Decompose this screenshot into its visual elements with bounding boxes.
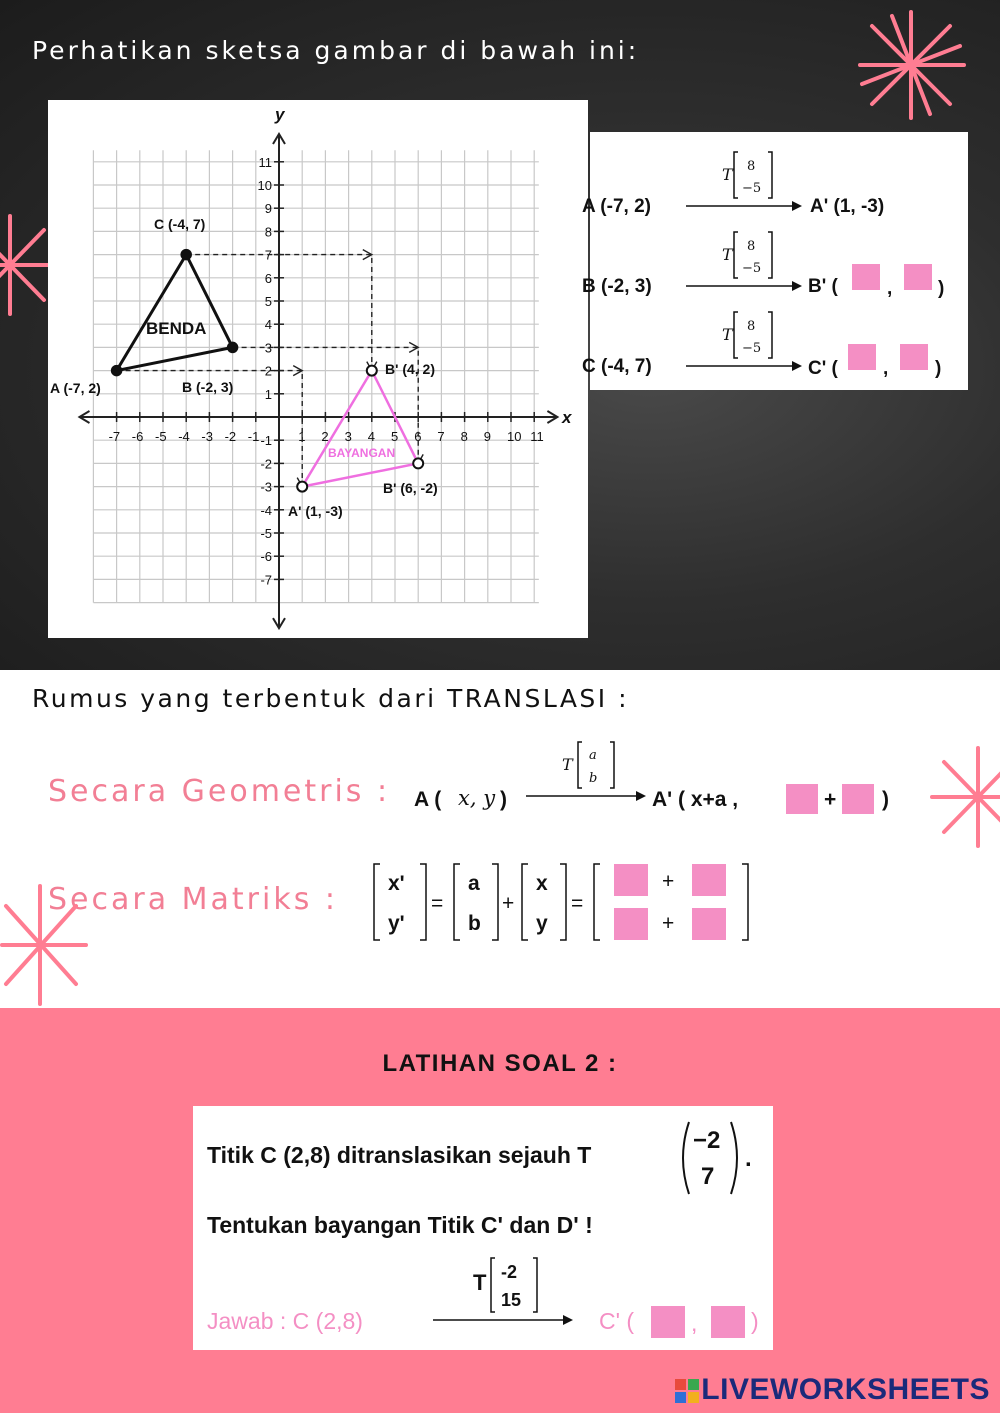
x-tick-label: 11 bbox=[530, 429, 544, 444]
result-point-C: C' ( bbox=[808, 358, 838, 379]
bayangan-vertex-point bbox=[297, 482, 307, 492]
y-tick-label: 3 bbox=[264, 340, 272, 356]
sparkle-decoration-right bbox=[926, 742, 1000, 852]
sparkle-decoration-top-right bbox=[852, 6, 970, 124]
svg-text:b: b bbox=[589, 771, 598, 786]
svg-text:−5: −5 bbox=[742, 261, 762, 276]
intro-text: Perhatikan sketsa gambar di bawah ini: bbox=[32, 36, 640, 65]
x-tick-label: -5 bbox=[155, 429, 167, 444]
y-tick-label: 10 bbox=[257, 178, 272, 193]
x-tick-label: 1 bbox=[298, 429, 306, 444]
mat-lhs-top: x' bbox=[388, 872, 405, 895]
y-tick-label: 4 bbox=[264, 317, 272, 333]
point-label-B-image: B' (6, -2) bbox=[383, 480, 438, 496]
geo-point-close: ) bbox=[500, 788, 507, 811]
graph-axes bbox=[79, 105, 573, 628]
geo-result-close: ) bbox=[882, 788, 889, 811]
svg-text:T: T bbox=[473, 1270, 487, 1295]
geometris-expression bbox=[412, 740, 912, 820]
svg-text:T: T bbox=[722, 325, 733, 344]
result-point-A: A' (1, -3) bbox=[810, 196, 885, 217]
svg-text:8: 8 bbox=[747, 319, 756, 334]
mat-plus-1: + bbox=[502, 892, 515, 915]
geo-translation-arrow bbox=[522, 740, 652, 812]
x-tick-label: 5 bbox=[391, 429, 399, 444]
answer-blank-x[interactable] bbox=[651, 1306, 685, 1338]
translation-row-A bbox=[582, 148, 968, 217]
geo-point-xy: x, y bbox=[458, 786, 496, 810]
point-label-A: A (-7, 2) bbox=[50, 380, 101, 396]
x-axis-label: x bbox=[562, 408, 572, 427]
geo-blank-1[interactable] bbox=[786, 784, 818, 814]
source-point-A: A (-7, 2) bbox=[582, 196, 651, 217]
x-tick-label: 2 bbox=[321, 429, 329, 444]
translation-arrow-C bbox=[684, 308, 810, 380]
svg-text:−2: −2 bbox=[693, 1127, 721, 1154]
svg-text:−5: −5 bbox=[742, 341, 762, 356]
x-tick-label: 7 bbox=[437, 429, 445, 444]
translation-row-C bbox=[582, 308, 968, 379]
x-tick-label: -6 bbox=[131, 429, 144, 444]
mat-blank-top-right[interactable] bbox=[692, 864, 726, 896]
x-tick-label: 9 bbox=[483, 429, 492, 444]
close-C: ) bbox=[935, 358, 942, 379]
geo-point-open: A ( bbox=[414, 788, 442, 811]
svg-text:8: 8 bbox=[747, 239, 756, 254]
answer-result-open: C' ( bbox=[599, 1308, 635, 1334]
y-tick-label: -2 bbox=[260, 456, 272, 472]
result-point-B: B' ( bbox=[808, 276, 838, 297]
x-tick-label: 6 bbox=[414, 429, 422, 444]
answer-blank-y[interactable] bbox=[711, 1306, 745, 1338]
answer-translation-arrow bbox=[429, 1254, 579, 1336]
x-tick-label: -3 bbox=[201, 429, 213, 444]
y-tick-label: 5 bbox=[264, 294, 272, 309]
translation-arrow-A bbox=[684, 148, 810, 220]
translation-arrow-B bbox=[684, 228, 810, 300]
svg-text:T: T bbox=[722, 245, 733, 264]
svg-text:T: T bbox=[562, 755, 573, 774]
y-tick-label: -1 bbox=[260, 433, 272, 449]
answer-close: ) bbox=[751, 1308, 759, 1334]
y-tick-label: 6 bbox=[264, 270, 272, 286]
bayangan-triangle bbox=[302, 371, 418, 487]
x-tick-label: 4 bbox=[367, 429, 376, 444]
y-axis-label: y bbox=[275, 105, 285, 125]
bayangan-label: BAYANGAN bbox=[328, 446, 396, 460]
x-tick-label: 8 bbox=[460, 429, 468, 444]
close-B: ) bbox=[938, 278, 945, 299]
comma-C: , bbox=[883, 358, 889, 379]
x-tick-label: -2 bbox=[224, 429, 237, 444]
mat-eq-1: = bbox=[431, 892, 444, 915]
point-label-B: B (-2, 3) bbox=[182, 379, 234, 395]
geo-plus: + bbox=[824, 788, 837, 811]
y-tick-label: 1 bbox=[264, 386, 272, 402]
svg-text:−5: −5 bbox=[742, 181, 762, 196]
mat-ab-top: a bbox=[468, 872, 480, 895]
translation-row-B bbox=[582, 228, 968, 299]
exercise-line-1: Titik C (2,8) ditranslasikan sejauh T bbox=[207, 1142, 592, 1168]
answer-blank-B-x[interactable] bbox=[852, 264, 880, 290]
coordinate-graph bbox=[48, 100, 588, 638]
answer-label: Jawab : C (2,8) bbox=[207, 1308, 363, 1334]
y-tick-label: 11 bbox=[258, 154, 272, 170]
x-tick-label: -4 bbox=[178, 429, 190, 444]
mat-plus-top: + bbox=[662, 870, 675, 893]
mat-lhs-bottom: y' bbox=[388, 912, 405, 935]
answer-comma: , bbox=[691, 1310, 698, 1336]
formula-title: Rumus yang terbentuk dari TRANSLASI : bbox=[32, 684, 630, 713]
geo-result-prefix: A' ( x+a , bbox=[652, 788, 739, 811]
graph-card bbox=[48, 100, 588, 638]
mat-plus-bottom: + bbox=[662, 912, 675, 935]
y-tick-label: 9 bbox=[264, 201, 272, 217]
matriks-label: Secara Matriks : bbox=[48, 882, 338, 917]
exercise-vector bbox=[675, 1118, 765, 1198]
point-label-C: C (-4, 7) bbox=[154, 216, 206, 232]
mat-xy-top: x bbox=[536, 872, 548, 895]
x-tick-label: -1 bbox=[247, 429, 260, 444]
x-tick-label: 3 bbox=[344, 429, 352, 444]
mat-blank-top-left[interactable] bbox=[614, 864, 648, 896]
answer-blank-B-y[interactable] bbox=[904, 264, 932, 290]
y-tick-label: 2 bbox=[264, 363, 272, 379]
translation-card bbox=[582, 132, 968, 390]
answer-blank-C-x[interactable] bbox=[848, 344, 876, 370]
svg-text:8: 8 bbox=[747, 159, 756, 174]
y-tick-label: -3 bbox=[260, 479, 272, 495]
geo-blank-2[interactable] bbox=[842, 784, 874, 814]
benda-vertex-point bbox=[181, 250, 191, 260]
benda-vertex-point bbox=[112, 366, 122, 376]
point-label-A-image: A' (1, -3) bbox=[288, 503, 343, 519]
answer-blank-C-y[interactable] bbox=[900, 344, 928, 370]
svg-text:7: 7 bbox=[701, 1163, 715, 1190]
mat-ab-bottom: b bbox=[468, 912, 481, 935]
bayangan-vertex-point bbox=[413, 458, 423, 468]
mat-blank-bottom-right[interactable] bbox=[692, 908, 726, 940]
bayangan-vertex-point bbox=[367, 366, 377, 376]
y-tick-label: 7 bbox=[264, 247, 272, 263]
svg-text:-2: -2 bbox=[501, 1262, 518, 1282]
sparkle-decoration-bottom-left bbox=[0, 880, 90, 1010]
point-label-C-image: B' (4, 2) bbox=[385, 361, 436, 377]
benda-label: BENDA bbox=[146, 319, 207, 338]
mat-eq-2: = bbox=[571, 892, 584, 915]
benda-triangle bbox=[117, 255, 233, 371]
liveworksheets-logo-icon bbox=[675, 1379, 699, 1403]
liveworksheets-logo bbox=[675, 1373, 990, 1407]
geometris-label: Secara Geometris : bbox=[48, 774, 391, 809]
y-tick-label: -4 bbox=[260, 502, 272, 518]
exercise-title: LATIHAN SOAL 2 : bbox=[382, 1050, 618, 1077]
svg-text:T: T bbox=[722, 165, 733, 184]
comma-B: , bbox=[887, 278, 893, 299]
liveworksheets-wordmark: LIVEWORKSHEETS bbox=[701, 1373, 990, 1406]
svg-text:15: 15 bbox=[501, 1290, 522, 1310]
y-tick-label: -6 bbox=[260, 549, 272, 565]
x-tick-label: -7 bbox=[108, 429, 121, 444]
exercise-line-2: Tentukan bayangan Titik C' dan D' ! bbox=[207, 1212, 593, 1238]
source-point-C: C (-4, 7) bbox=[582, 356, 652, 377]
y-tick-label: -7 bbox=[260, 572, 272, 588]
x-tick-label: 10 bbox=[507, 429, 522, 444]
y-tick-label: -5 bbox=[260, 526, 272, 541]
matriks-expression bbox=[368, 858, 768, 948]
y-tick-label: 8 bbox=[264, 224, 272, 240]
benda-vertex-point bbox=[228, 342, 238, 352]
svg-text:a: a bbox=[589, 748, 597, 763]
exercise-card bbox=[193, 1106, 773, 1350]
mat-blank-bottom-left[interactable] bbox=[614, 908, 648, 940]
svg-text:.: . bbox=[745, 1145, 752, 1172]
source-point-B: B (-2, 3) bbox=[582, 276, 652, 297]
mat-xy-bottom: y bbox=[536, 912, 548, 935]
